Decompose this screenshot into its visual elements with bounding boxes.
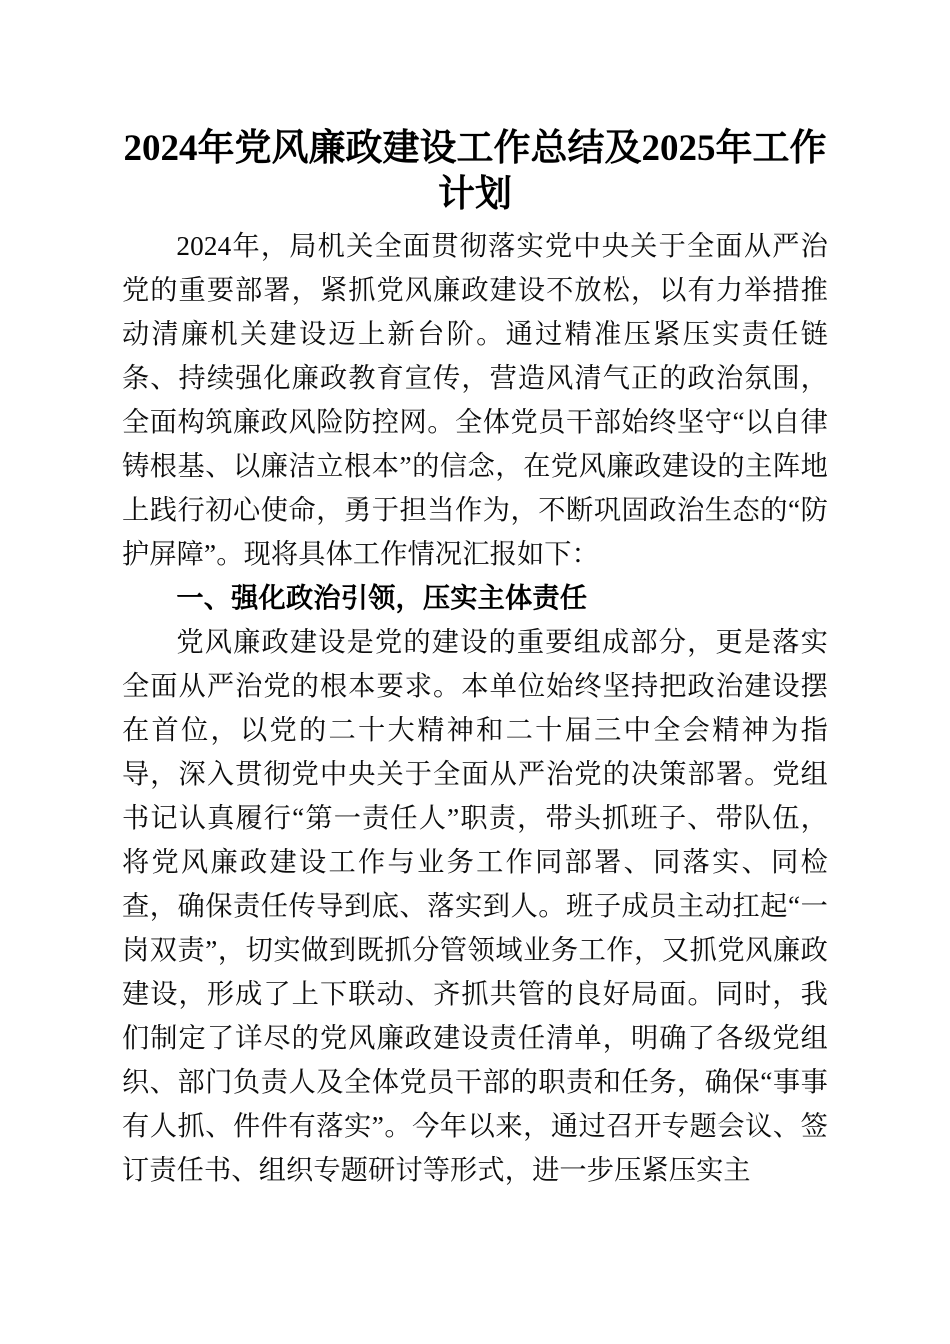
page-title: 2024年党风廉政建设工作总结及2025年工作计划 [123,128,827,215]
section-1-paragraph: 党风廉政建设是党的建设的重要组成部分，更是落实全面从严治党的根本要求。本单位始终坚持把政治建设摆在首位，以党的二十大精神和二十届三中全会精神为指导，深入贯彻党中央关于全面从严治党的决策部署。党组书记认真履行“第一责任人”职责，带头抓班子、带队伍，将党风廉政建设工作与业务工作同部署、同落实、同检查，确保责任传导到底、落实到人。班子成员主动扛起“一岗双责”，切实做到既抓分管领域业务工作，又抓党风廉政建设，形成了上下联动、齐抓共管的良好局面。同时，我们制定了详尽的党风廉政建设责任清单，明确了各级党组织、部门负责人及全体党员干部的职责和任务，确保“事事有人抓、件件有落实”。今年以来，通过召开专题会议、签订责任书、组织专题研讨等形式，进一步压紧压实主 [122,627,828,1185]
section-heading-1: 一、强化政治引领，压实主体责任 [176,582,588,613]
intro-paragraph: 2024年，局机关全面贯彻落实党中央关于全面从严治党的重要部署，紧抓党风廉政建设不放松，以有力举措推动清廉机关建设迈上新台阶。通过精准压紧压实责任链条、持续强化廉政教育宣传，营造风清气正的政治氛围，全面构筑廉政风险防控网。全体党员干部始终坚守“以自律铸根基、以廉洁立根本”的信念，在党风廉政建设的主阵地上践行初心使命，勇于担当作为，不断巩固政治生态的“防护屏障”。现将具体工作情况汇报如下： [122,231,828,569]
document-body [122,224,828,1192]
